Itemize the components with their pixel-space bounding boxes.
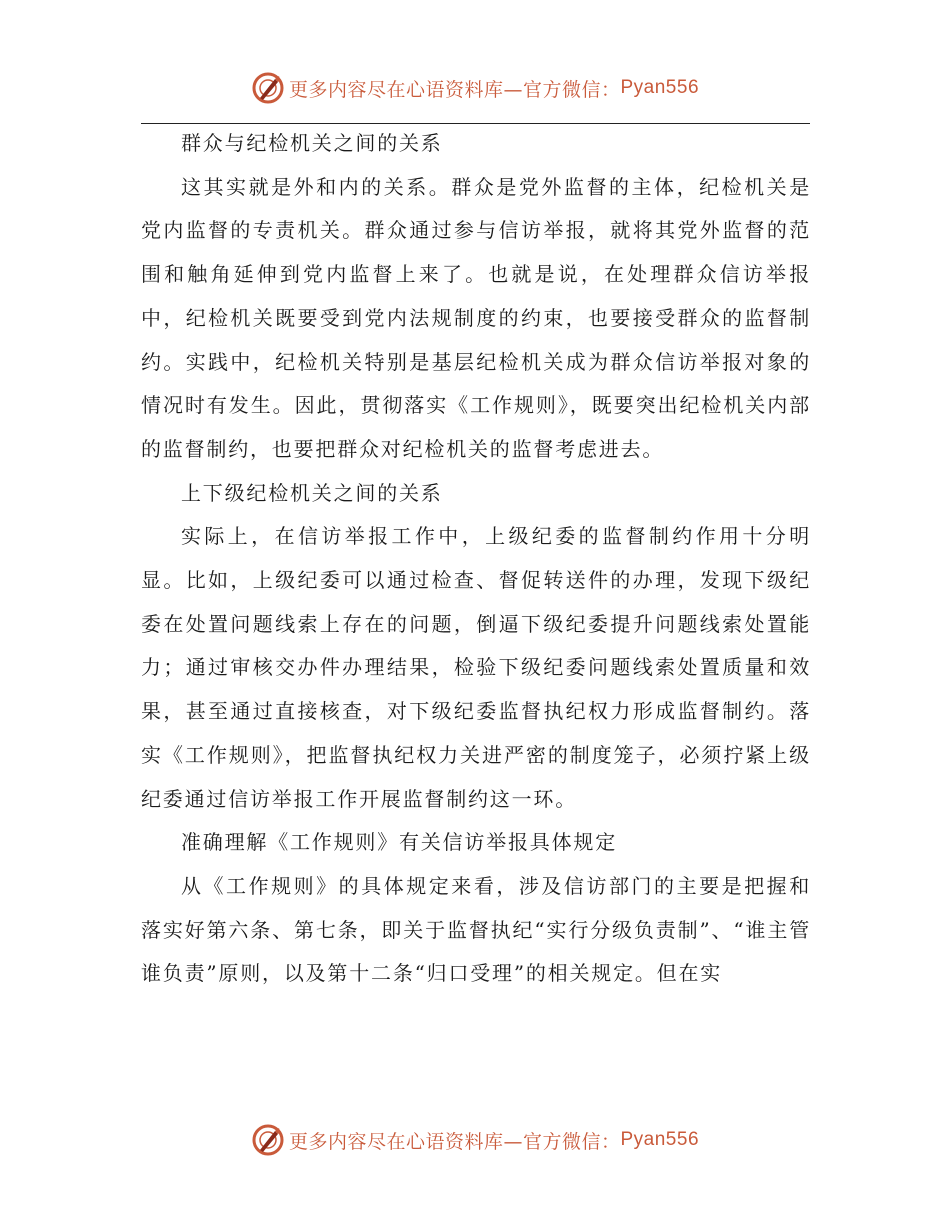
watermark-text: 更多内容尽在心语资料库—官方微信： [288, 78, 621, 101]
section-heading-masses-and-discipline-organs: 群众与纪检机关之间的关系 [181, 131, 443, 155]
paragraph-work-rules: 从《工作规则》的具体规定来看，涉及信访部门的主要是把握和落实好第六条、第七条，即关于监督执纪“实行分级负责制”、“谁主管谁负责”原则，以及第十二条“归口受理”的相关规定。但在实 [141, 873, 811, 986]
header-watermark [0, 68, 950, 108]
brand-logo-icon [251, 71, 285, 105]
section-heading-work-rules: 准确理解《工作规则》有关信访举报具体规定 [181, 830, 617, 855]
section-heading-upper-lower-organs: 上下级纪检机关之间的关系 [181, 480, 443, 505]
watermark-wechat-id: Pyan556 [620, 1129, 700, 1150]
brand-logo-icon [251, 1123, 285, 1157]
document-body [141, 122, 811, 996]
watermark-wechat-id: Pyan556 [620, 77, 700, 98]
paragraph-upper-lower-organs: 实际上，在信访举报工作中，上级纪委的监督制约作用十分明显。比如，上级纪委可以通过检查、督促转送件的办理，发现下级纪委在处置问题线索上存在的问题，倒逼下级纪委提升问题线索处置能力；通过审核交办件办理结果，检验下级纪委问题线索处置质量和效果，甚至通过直接核查，对下级纪委监督执纪权力形成监督制约。落实《工作规则》，把监督执纪权力关进严密的制度笼子，必须拧紧上级纪委通过信访举报工作开展监督制约这一环。 [141, 524, 811, 811]
watermark-text: 更多内容尽在心语资料库—官方微信： [288, 1130, 621, 1153]
paragraph-masses-and-discipline-organs: 这其实就是外和内的关系。群众是党外监督的主体，纪检机关是党内监督的专责机关。群众通过参与信访举报，就将其党外监督的范围和触角延伸到党内监督上来了。也就是说，在处理群众信访举报中，纪检机关既要受到党内法规制度的约束，也要接受群众的监督制约。实践中，纪检机关特别是基层纪检机关成为群众信访举报对象的情况时有发生。因此，贯彻落实《工作规则》，既要突出纪检机关内部的监督制约，也要把群众对纪检机关的监督考虑进去。 [141, 174, 811, 461]
footer-watermark [0, 1120, 950, 1160]
